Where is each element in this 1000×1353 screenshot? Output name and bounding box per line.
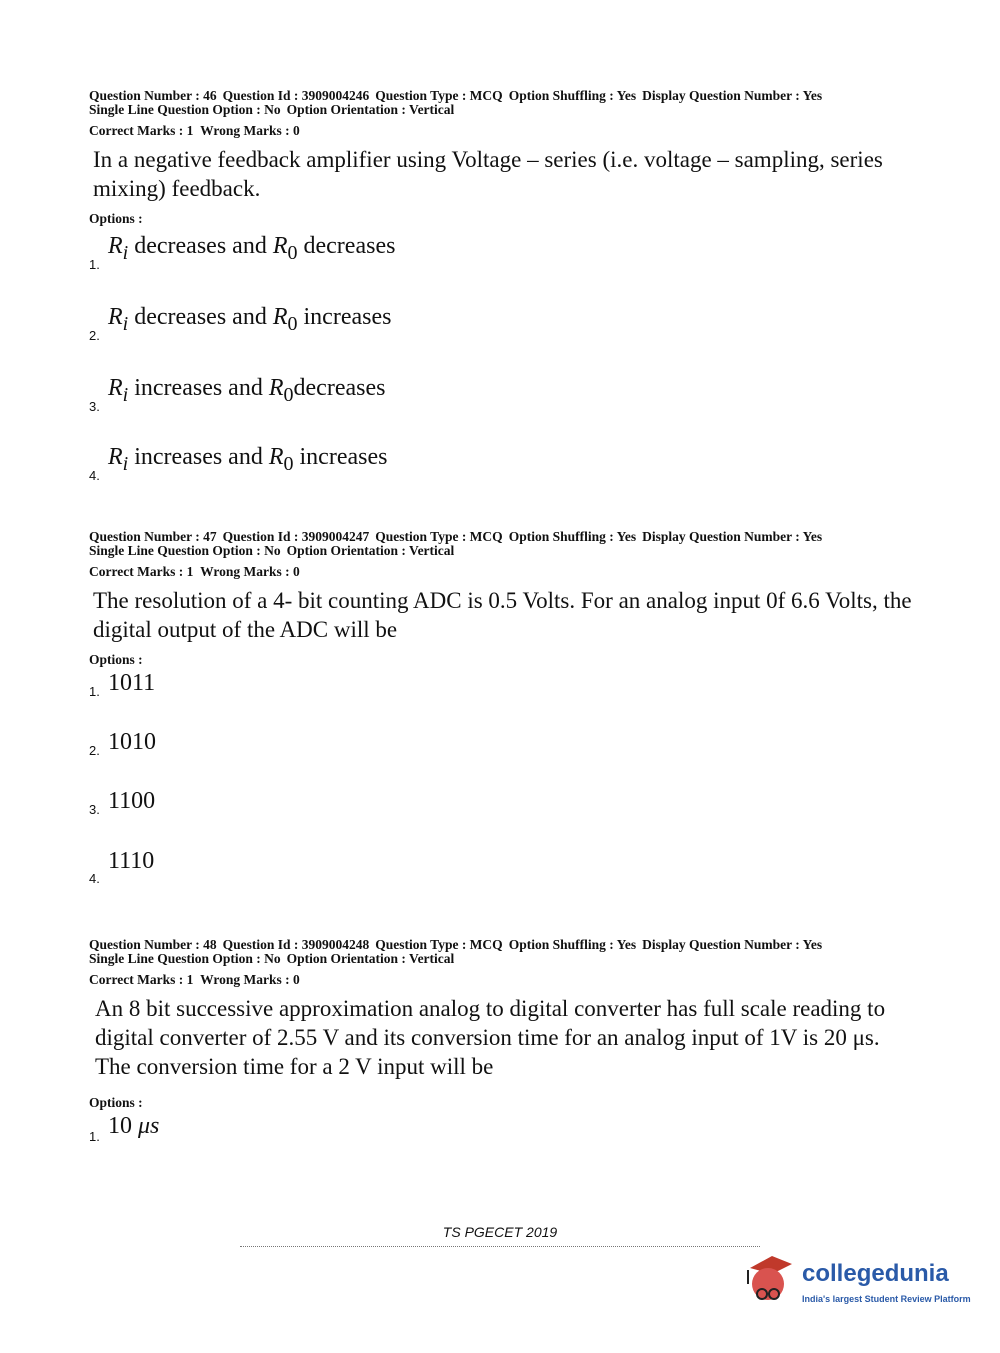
question-meta: Question Number : 47 Question Id : 3909004247 Question Type : MCQ Option Shuffling : Yes Display Question Number : Yes Single Line Question Option : No Option Orientation : Vertical xyxy=(89,529,823,558)
collegedunia-logo xyxy=(742,1250,972,1320)
option-number: 3. xyxy=(89,802,100,817)
option-text: $R_i$ increases and $R_0decreases$ xyxy=(108,375,386,406)
option-text: 1011 xyxy=(108,670,156,696)
question-marks: Correct Marks : 1 Wrong Marks : 0 xyxy=(89,123,300,138)
option-number: 2. xyxy=(89,328,100,343)
option-text: 1100 xyxy=(108,788,156,814)
option-number: 2. xyxy=(89,743,100,758)
option-number: 1. xyxy=(89,257,100,272)
option-number: 4. xyxy=(89,871,100,886)
logo-name: collegedunia xyxy=(802,1260,949,1287)
option-text: $R_i$ increases and $R_0$ increases xyxy=(108,444,388,475)
option-number: 1. xyxy=(89,684,100,699)
question-meta: Question Number : 48 Question Id : 3909004248 Question Type : MCQ Option Shuffling : Yes Display Question Number : Yes Single Line Question Option : No Option Orientation : Vertical xyxy=(89,937,823,966)
question-text: An 8 bit successive approximation analog to digital converter has full scale reading to digital converter of 2.55 V and its conversion time for an analog input of 1V is 20 μs. The conversion time for a 2 V input will be xyxy=(95,996,886,1079)
question-marks: Correct Marks : 1 Wrong Marks : 0 xyxy=(89,972,300,987)
options-label: Options : xyxy=(89,652,143,667)
option-text: $R_i$ decreases and $R_0$ increases xyxy=(108,304,392,335)
option-number: 1. xyxy=(89,1129,100,1144)
option-text: 1110 xyxy=(108,848,155,874)
option-number: 3. xyxy=(89,399,100,414)
question-46 xyxy=(89,89,919,497)
options-label: Options : xyxy=(89,211,143,226)
option-text: $R_i$ decreases and $R_0$ decreases xyxy=(108,233,396,264)
question-48 xyxy=(89,938,919,1171)
logo-tagline: India's largest Student Review Platform xyxy=(802,1294,971,1304)
mascot-icon xyxy=(742,1250,800,1310)
option-text: 10 μs xyxy=(108,1113,160,1139)
question-meta: Question Number : 46 Question Id : 3909004246 Question Type : MCQ Option Shuffling : Yes Display Question Number : Yes Single Line Question Option : No Option Orientation : Vertical xyxy=(89,88,823,117)
footer-divider xyxy=(240,1246,760,1247)
question-47 xyxy=(89,530,919,908)
question-text: The resolution of a 4- bit counting ADC is 0.5 Volts. For an analog input 0f 6.6 Volts, the digital output of the ADC will be xyxy=(93,588,912,642)
question-marks: Correct Marks : 1 Wrong Marks : 0 xyxy=(89,564,300,579)
question-text: In a negative feedback amplifier using Voltage – series (i.e. voltage – sampling, series mixing) feedback. xyxy=(93,147,883,201)
page-footer: TS PGECET 2019 xyxy=(442,1224,558,1240)
option-number: 4. xyxy=(89,468,100,483)
options-label: Options : xyxy=(89,1095,143,1110)
option-text: 1010 xyxy=(108,729,156,755)
